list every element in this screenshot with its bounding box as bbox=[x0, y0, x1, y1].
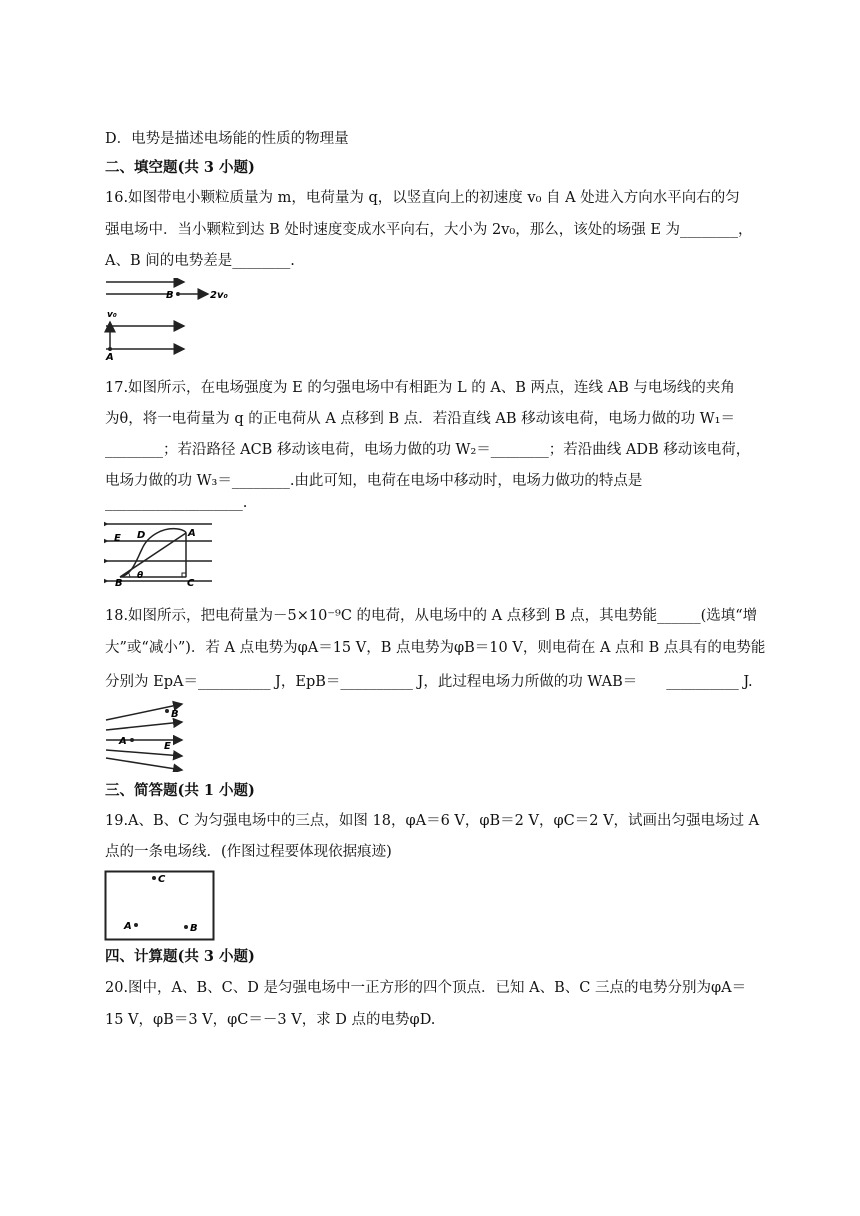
label-a: A bbox=[188, 528, 196, 539]
q19-figure bbox=[104, 870, 216, 942]
q18-line-1: 18.如图所示，把电荷量为－5×10⁻⁹C 的电荷，从电场中的 A 点移到 B 点，其电势能______(选填“增 bbox=[105, 608, 758, 624]
q18-line-2: 大”或“减小”)．若 A 点电势为φA＝15 V，B 点电势为φB＝10 V，则电荷在 A 点和 B 点具有的电势能 bbox=[105, 640, 766, 656]
label-c: C bbox=[158, 874, 166, 885]
label-a: A bbox=[119, 736, 127, 747]
label-e: E bbox=[164, 741, 171, 752]
q18-line-3: 分别为 EpA＝__________ J，EpB＝__________ J，此过程电场力所做的功 WAB＝ __________ J. bbox=[105, 674, 753, 690]
q20-line-1: 20.图中，A、B、C、D 是匀强电场中一正方形的四个顶点．已知 A、B、C 三点的电势分别为φA＝ bbox=[105, 980, 747, 996]
label-d: D bbox=[137, 530, 146, 541]
field-line bbox=[106, 758, 182, 770]
point-a bbox=[108, 347, 112, 351]
option-d: D．电势是描述电场能的性质的物理量 bbox=[105, 131, 349, 147]
field-line bbox=[106, 722, 182, 730]
q17-line-1: 17.如图所示，在电场强度为 E 的匀强电场中有相距为 L 的 A、B 两点，连线 AB 与电场线的夹角 bbox=[105, 380, 735, 396]
point-b bbox=[184, 925, 188, 929]
q17-line-2: 为θ，将一电荷量为 q 的正电荷从 A 点移到 B 点．若沿直线 AB 移动该电荷，电场力做的功 W₁＝ bbox=[105, 411, 735, 427]
label-a: A bbox=[124, 921, 132, 932]
point-a bbox=[130, 738, 134, 742]
q20-line-2: 15 V，φB＝3 V，φC＝－3 V，求 D 点的电势φD. bbox=[105, 1012, 436, 1028]
label-b: B bbox=[190, 923, 198, 934]
q17-line-5: ___________________. bbox=[105, 495, 248, 511]
point-b bbox=[165, 709, 169, 713]
q16-line-3: A、B 间的电势差是________. bbox=[105, 253, 295, 269]
section-2-title: 二、填空题(共 3 小题) bbox=[105, 159, 255, 176]
label-a: A bbox=[106, 352, 114, 362]
q16-line-1: 16.如图带电小颗粒质量为 m，电荷量为 q，以竖直向上的初速度 v₀ 自 A 处进入方向水平向右的匀 bbox=[105, 190, 740, 206]
point-c bbox=[152, 876, 156, 880]
label-theta: θ bbox=[137, 571, 144, 581]
label-b: B bbox=[171, 709, 179, 720]
q19-line-1: 19.A、B、C 为匀强电场中的三点，如图 18，φA＝6 V，φB＝2 V，φC＝2 V，试画出匀强电场过 A bbox=[105, 813, 760, 829]
label-e: E bbox=[114, 533, 121, 544]
label-2v0: 2v₀ bbox=[210, 290, 228, 301]
label-c: C bbox=[187, 578, 195, 589]
label-b: B bbox=[166, 290, 174, 301]
q17-line-4: 电场力做的功 W₃＝________.由此可知，电荷在电场中移动时，电场力做功的特点是 bbox=[105, 473, 643, 489]
q16-figure bbox=[104, 278, 234, 362]
q16-line-2: 强电场中．当小颗粒到达 B 处时速度变成水平向右，大小为 2v₀，那么，该处的场强 E 为________， bbox=[105, 222, 753, 238]
section-3-title: 三、简答题(共 1 小题) bbox=[105, 782, 255, 799]
point-a bbox=[134, 923, 138, 927]
q19-line-2: 点的一条电场线．(作图过程要体现依据痕迹) bbox=[105, 844, 392, 860]
q18-figure bbox=[104, 698, 188, 772]
point-b bbox=[176, 292, 180, 296]
label-b: B bbox=[115, 578, 123, 589]
q17-line-3: ________；若沿路径 ACB 移动该电荷，电场力做的功 W₂＝________；若沿曲线 ADB 移动该电荷， bbox=[105, 442, 751, 458]
section-4-title: 四、计算题(共 3 小题) bbox=[105, 948, 255, 965]
label-v0: v₀ bbox=[107, 310, 117, 320]
q17-figure bbox=[104, 519, 216, 591]
